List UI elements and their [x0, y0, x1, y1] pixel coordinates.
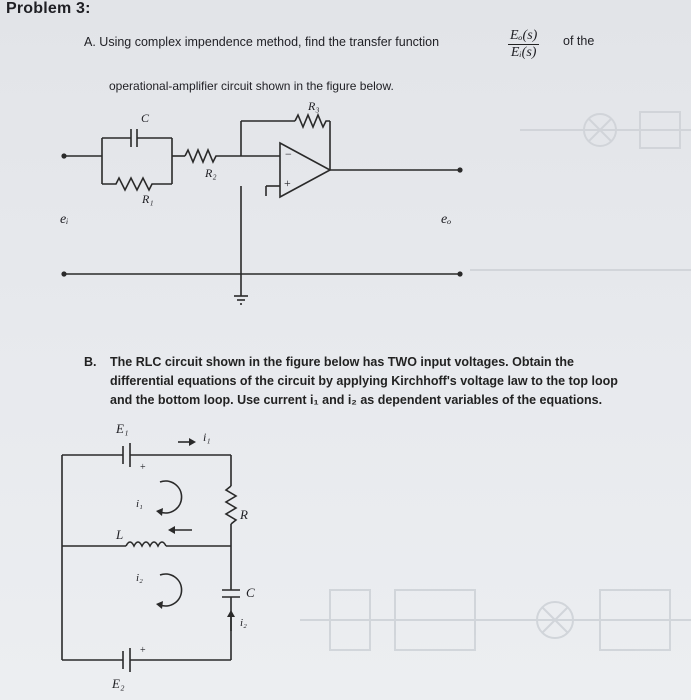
problem-title: Problem 3: [6, 0, 91, 17]
resistor-r-label: R [240, 507, 248, 522]
output-voltage-label: eₒ [441, 212, 452, 227]
e1-plus-label: + [140, 462, 146, 473]
resistor-r1-label: R₁ [142, 192, 154, 206]
loop-current-i1-label: i₁ [136, 498, 143, 510]
loop-current-i2-label: i₂ [136, 572, 143, 584]
part-a-label: A. [84, 35, 96, 49]
part-a-text: Using complex impendence method, find the transfer function [99, 35, 440, 49]
source-e1-label: E₁ [116, 421, 129, 436]
e2-plus-label: + [140, 645, 146, 656]
capacitor-c-label: C [141, 111, 150, 125]
source-e2-label: E₂ [112, 676, 125, 691]
part-b-line2: differential equations of the circuit by applying Kirchhoff's voltage law to the top loop [110, 374, 618, 388]
part-b-line3: and the bottom loop. Use current i₁ and i₂ as dependent variables of the equations. [110, 393, 603, 407]
opamp-plus-label: + [284, 176, 291, 190]
input-voltage-label: eᵢ [60, 212, 69, 227]
part-a-line2: operational-amplifier circuit shown in the figure below. [109, 79, 394, 93]
resistor-r3-label: R₃ [308, 99, 320, 113]
part-b-line1: B. The RLC circuit shown in the figure below has TWO input voltages. Obtain the [84, 353, 664, 372]
inductor-l-label: L [116, 527, 124, 542]
fraction-numerator: Eₒ(s) [510, 28, 538, 43]
resistor-r2-label: R₂ [205, 166, 217, 180]
opamp-minus-label: − [285, 147, 292, 161]
part-a-tail: of the [563, 34, 595, 48]
current-i1-top-label: i₁ [203, 430, 211, 444]
fraction-denominator: Eᵢ(s) [510, 45, 537, 60]
part-b-label: B. [84, 355, 97, 369]
current-i2-side-label: i₂ [240, 617, 247, 629]
capacitor-c-label-b: C [246, 585, 255, 600]
